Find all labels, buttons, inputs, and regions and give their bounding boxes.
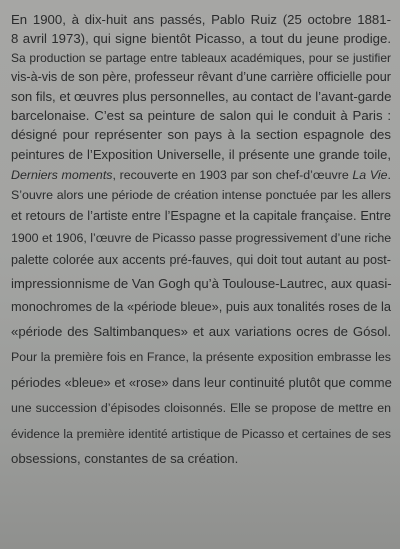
text-line [11,349,391,365]
artwork-title: Derniers moments [11,168,113,182]
text-segment: «période des Saltimbanques» et aux variations ocres de Gósol. [11,324,391,339]
text-line [11,108,391,124]
text-segment: monochromes de la «période bleue», puis aux tonalités roses de la [11,299,391,314]
text-segment: , recouverte en 1903 par son chef-d’œuvre [112,168,353,182]
text-line [11,50,391,66]
text-segment: barcelonaise. C’est sa peinture de salon qui le conduit à Paris : [11,108,391,123]
text-line [11,299,391,315]
text-line [11,167,391,183]
text-segment: peintures de l’Exposition Universelle, il présente une grande toile, [11,147,391,162]
text-segment: évidence la première identité artistique de Picasso et certaines de ses [11,427,391,441]
text-segment: vis-à-vis de son père, professeur rêvant d’une carrière officielle pour [11,70,391,84]
text-segment: désigné pour représenter son pays à la section espagnole des [11,127,391,142]
text-line [11,127,391,143]
text-line [11,426,391,442]
text-line [11,375,391,391]
text-segment: palette colorée aux accents pré-fauves, qui doit tout autant au post- [11,253,391,267]
text-line [11,208,391,224]
text-segment: une succession d’épisodes cloisonnés. Elle se propose de mettre en [11,401,391,415]
text-line [11,451,391,467]
text-line [11,230,391,246]
text-segment: et retours de l’artiste entre l’Espagne et la capitale française. Entre [11,208,391,223]
text-line [11,89,391,105]
text-line [11,31,391,47]
text-line [11,252,391,268]
text-segment: son fils, et œuvres plus personnelles, au contact de l’avant-garde [11,89,392,104]
text-line [11,12,391,28]
text-segment: Sa production se partage entre tableaux académiques, pour se justifier [11,51,391,65]
text-line [11,187,391,203]
artwork-title: La Vie [352,168,388,182]
text-line [11,276,391,292]
text-segment: S’ouvre alors une période de création intense ponctuée par les allers [11,188,391,202]
text-segment: 1900 et 1906, l’œuvre de Picasso passe progressivement d’une riche [11,231,392,245]
text-line [11,400,391,416]
text-segment: 8 avril 1973), qui signe bientôt Picasso, a tout du jeune prodige. [11,31,391,46]
text-line [11,147,391,163]
text-segment: En 1900, à dix-huit ans passés, Pablo Ruiz (25 octobre 1881- [11,12,391,27]
text-segment: périodes «bleue» et «rose» dans leur continuité plutôt que comme [11,375,392,390]
text-line [11,324,391,340]
text-segment: obsessions, constantes de sa création. [11,451,239,466]
text-segment: . [387,168,391,182]
text-segment: Pour la première fois en France, la présente exposition embrasse les [11,350,391,364]
text-segment: impressionnisme de Van Gogh qu’à Toulouse-Lautrec, aux quasi- [11,276,392,291]
text-line [11,69,391,85]
